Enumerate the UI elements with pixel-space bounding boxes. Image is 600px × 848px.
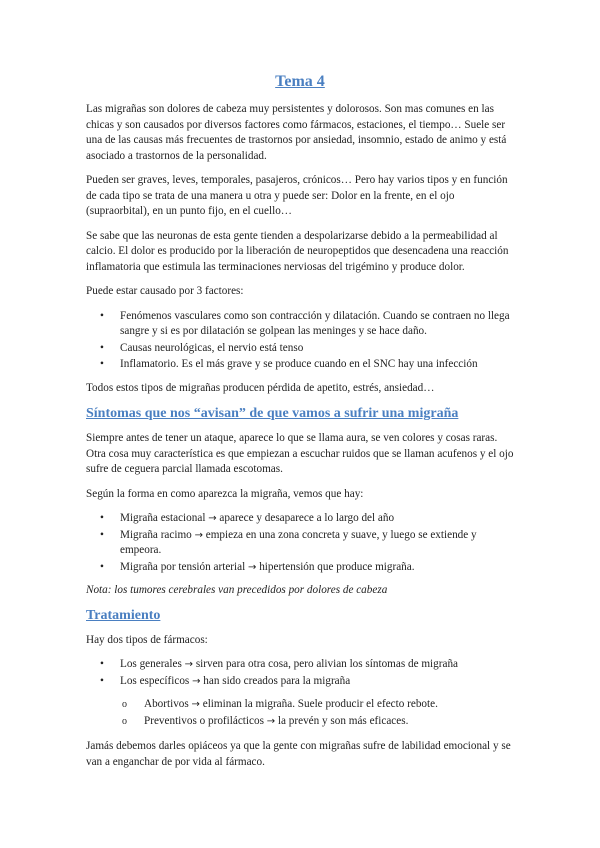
arrow-right-icon: → bbox=[192, 675, 201, 687]
arrow-right-icon: → bbox=[191, 699, 200, 710]
bullet-icon: • bbox=[100, 358, 104, 370]
drug-types-list bbox=[86, 657, 514, 689]
list-item bbox=[86, 357, 514, 373]
arrow-right-icon: → bbox=[248, 561, 257, 573]
list-item-text: Causas neurológicas, el nervio está tenso bbox=[120, 341, 304, 354]
bullet-icon: • bbox=[100, 658, 104, 670]
type-description: hipertensión que produce migraña. bbox=[259, 560, 415, 573]
bullet-icon: • bbox=[100, 341, 104, 354]
document-content bbox=[86, 72, 514, 779]
section-heading-symptoms: Síntomas que nos “avisan” de que vamos a sufrir una migraña bbox=[86, 406, 459, 421]
sub-bullet-icon: o bbox=[122, 715, 127, 727]
list-item bbox=[86, 657, 514, 673]
arrow-right-icon: → bbox=[184, 659, 194, 670]
page-title: Tema 4 bbox=[275, 73, 325, 90]
list-item-text: Inflamatorio. Es el más grave y se produce cuando en el SNC hay una infección bbox=[120, 358, 478, 370]
type-description: aparece y desaparece a lo largo del año bbox=[219, 512, 395, 524]
sub-bullet-icon: o bbox=[122, 699, 127, 710]
drug-type-name: Los generales bbox=[120, 658, 182, 670]
bullet-icon: • bbox=[100, 528, 104, 541]
intro-paragraph-2: Pueden ser graves, leves, temporales, pasajeros, crónicos… Pero hay varios tipos y en función de cada tipo se trata de una manera u otra y puede ser: Dolor en la frente, en el ojo (supraorbital), en un punto fijo, en el cuello… bbox=[86, 174, 508, 217]
symptoms-paragraph: Siempre antes de tener un ataque, aparece lo que se llama aura, se ven colores y cosas raras. Otra cosa muy característica es que empiezan a escuchar ruidos que se llaman acufenos y el ojo sufre de ceguera parcial llamada escotomas. bbox=[86, 432, 514, 475]
arrow-right-icon: → bbox=[266, 715, 276, 727]
treatment-lead: Hay dos tipos de fármacos: bbox=[86, 633, 208, 646]
type-description: empieza en una zona concreta y suave, y luego se extiende y empeora. bbox=[120, 528, 477, 556]
section-heading-treatment: Tratamiento bbox=[86, 607, 161, 623]
drug-subtype-name: Preventivos o profilácticos bbox=[144, 714, 264, 727]
drug-type-description: han sido creados para la migraña bbox=[203, 674, 351, 687]
list-item bbox=[86, 511, 514, 527]
factors-lead: Puede estar causado por 3 factores: bbox=[86, 285, 244, 297]
list-item bbox=[86, 528, 514, 559]
migraine-types-list bbox=[86, 511, 514, 575]
list-item-text: Fenómenos vasculares como son contracción y dilatación. Cuando se contraen no llega sangre y si es por dilatación se golpean las meninges y se hace daño. bbox=[120, 309, 510, 337]
list-item bbox=[86, 697, 514, 713]
bullet-icon: • bbox=[100, 309, 104, 322]
list-item bbox=[86, 341, 514, 357]
type-name: Migraña racimo bbox=[120, 528, 192, 541]
factors-summary: Todos estos tipos de migrañas producen pérdida de apetito, estrés, ansiedad… bbox=[86, 381, 435, 394]
bullet-icon: • bbox=[100, 560, 104, 573]
type-name: Migraña por tensión arterial bbox=[120, 560, 246, 573]
closing-paragraph: Jamás debemos darles opiáceos ya que la gente con migrañas sufre de labilidad emocional y se van a enganchar de por vida al fármaco. bbox=[86, 740, 511, 768]
drug-subtype-description: eliminan la migraña. Suele producir el efecto rebote. bbox=[202, 698, 438, 710]
bullet-icon: • bbox=[100, 512, 104, 524]
intro-paragraph-3: Se sabe que las neuronas de esta gente tienden a despolarizarse debido a la permeabilidad al calcio. El dolor es producido por la liberación de neuropeptidos que desencadena una reacción inflamatoria que estimula las terminaciones nerviosas del trigémino y produce dolor. bbox=[86, 229, 509, 273]
types-lead: Según la forma en como aparezca la migraña, vemos que hay: bbox=[86, 487, 364, 500]
drug-subtype-name: Abortivos bbox=[144, 698, 189, 710]
factors-list bbox=[86, 309, 514, 373]
drug-type-name: Los específicos bbox=[120, 674, 190, 687]
drug-subtype-description: la prevén y son más eficaces. bbox=[277, 714, 409, 727]
arrow-right-icon: → bbox=[194, 529, 203, 541]
arrow-right-icon: → bbox=[208, 513, 217, 524]
list-item bbox=[86, 560, 514, 576]
note-text: Nota: los tumores cerebrales van precedidos por dolores de cabeza bbox=[86, 584, 388, 596]
list-item bbox=[86, 714, 514, 730]
specific-drugs-sublist bbox=[86, 697, 514, 729]
drug-type-description: sirven para otra cosa, pero alivian los síntomas de migraña bbox=[195, 658, 459, 670]
list-item bbox=[86, 674, 514, 690]
bullet-icon: • bbox=[100, 674, 104, 687]
intro-paragraph-1: Las migrañas son dolores de cabeza muy persistentes y dolorosos. Son mas comunes en las chicas y son causados por diversos factores como fármacos, estaciones, el tiempo… Suele ser una de las causas más frecuentes de trastornos por ansiedad, insomnio, estado de animo y está asociado a trastornos de la personalidad. bbox=[86, 103, 507, 162]
type-name: Migraña estacional bbox=[120, 512, 206, 524]
list-item bbox=[86, 309, 514, 340]
